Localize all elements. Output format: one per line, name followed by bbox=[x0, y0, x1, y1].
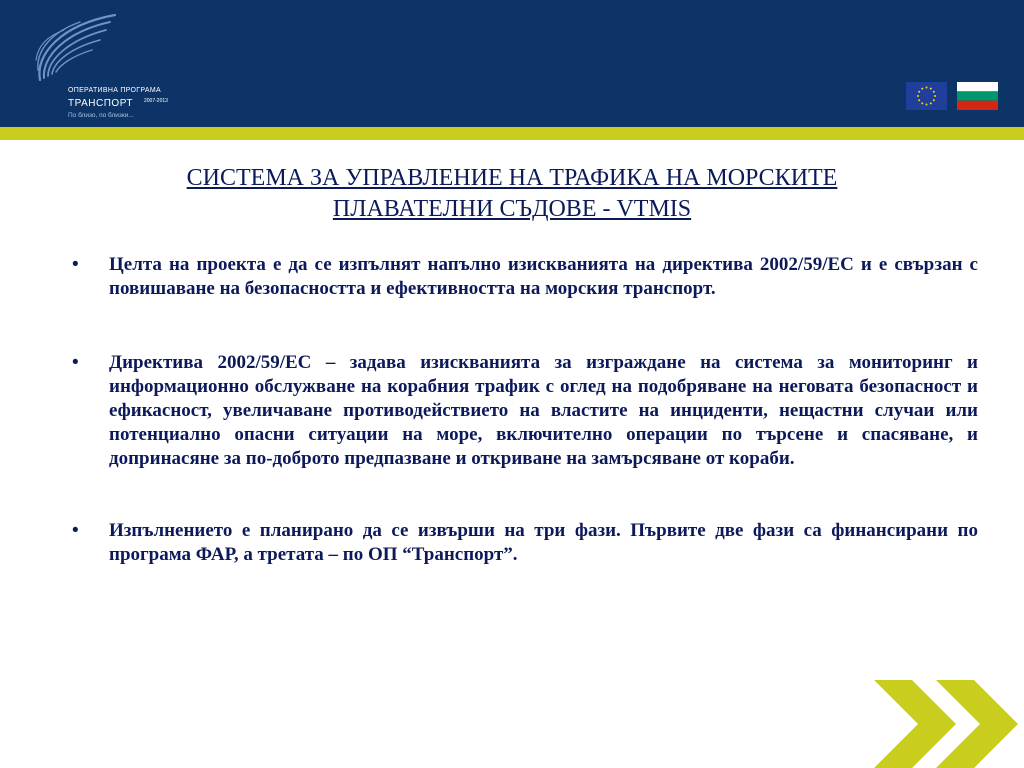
program-logo bbox=[30, 10, 200, 120]
bullet-text: Директива 2002/59/ЕС – задава изискванията за изграждане на система за мониторинг и информационно обслужване на корабния трафик с оглед на подобряване на неговата безопасност и ефикасност, увеличаване противодействието на властите на инциденти, нещастни случаи или потенциално опасни ситуации на море, включително операции по търсене и спасяване, и допринасяне за по-доброто предпазване и откриване на замърсяване от кораби. bbox=[109, 352, 978, 469]
wave-emblem-icon bbox=[30, 10, 120, 90]
title-line-1: СИСТЕМА ЗА УПРАВЛЕНИЕ НА ТРАФИКА НА МОРСКИТЕ bbox=[186, 165, 838, 191]
logo-years: 2007-2013 bbox=[144, 98, 168, 104]
accent-stripe bbox=[0, 127, 1024, 140]
bullet-item bbox=[72, 351, 978, 471]
logo-program-label: ОПЕРАТИВНА ПРОГРАМА bbox=[68, 87, 161, 94]
logo-tagline: По близо, по близки... bbox=[68, 112, 134, 119]
slide-title bbox=[60, 163, 964, 225]
bullet-text: Изпълнението е планирано да се извърши на три фази. Първите две фази са финансирани по програма ФАР, а третата – по ОП “Транспорт”. bbox=[109, 520, 978, 565]
bullet-dot: • bbox=[72, 254, 79, 275]
bullet-text: Целта на проекта е да се изпълнят напълно изискванията на директива 2002/59/ЕС и е свързан с повишаване на безопасността и ефективността на морския транспорт. bbox=[109, 254, 978, 299]
double-chevron-right-icon bbox=[874, 680, 1024, 768]
title-line-2: ПЛАВАТЕЛНИ СЪДОВЕ - VTMIS bbox=[332, 196, 692, 222]
bullet-item bbox=[72, 253, 978, 301]
bullet-dot: • bbox=[72, 352, 79, 373]
bulgaria-flag-icon bbox=[957, 82, 998, 110]
bullet-dot: • bbox=[72, 520, 79, 541]
bullet-list bbox=[72, 253, 978, 567]
eu-flag-icon bbox=[906, 82, 947, 110]
bullet-item bbox=[72, 519, 978, 567]
header-bar bbox=[0, 0, 1024, 127]
logo-program-name: ТРАНСПОРТ bbox=[68, 98, 134, 109]
